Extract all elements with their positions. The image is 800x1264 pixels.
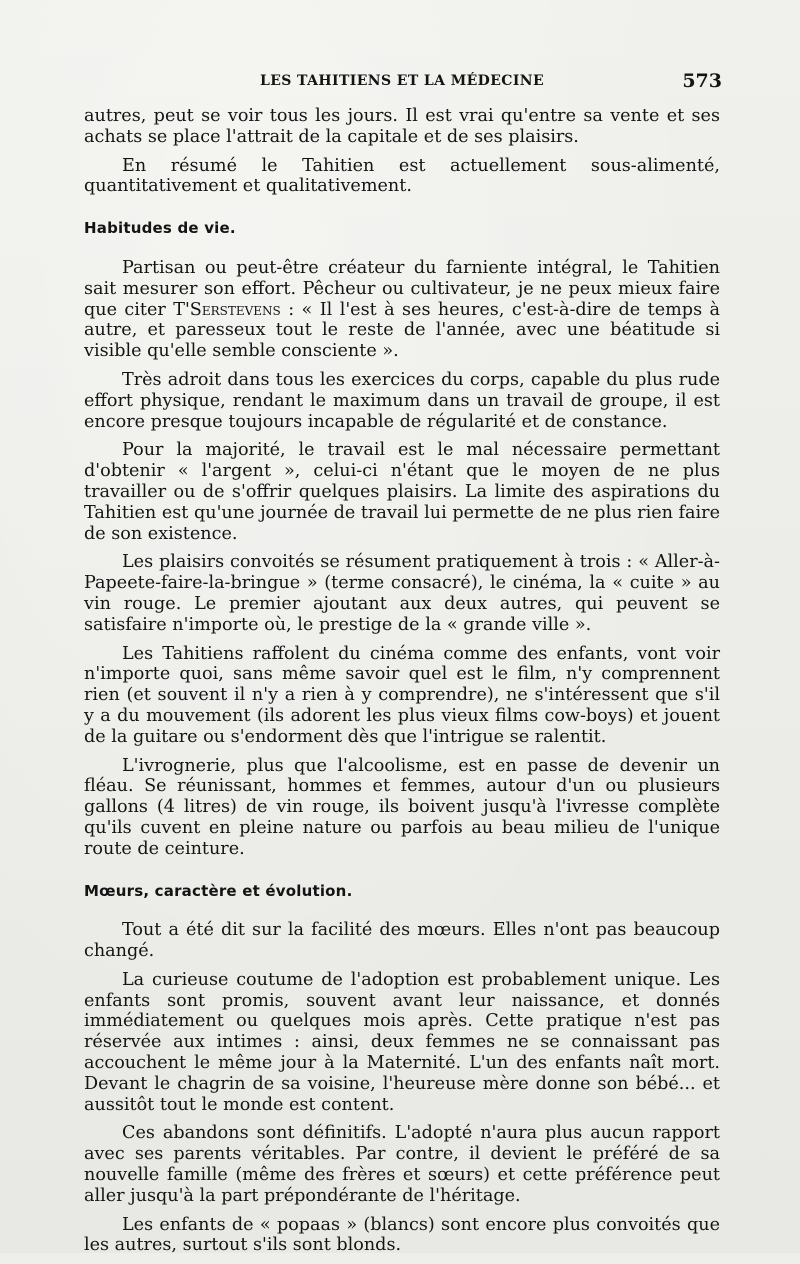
paragraph-abandonment: Ces abandons sont définitifs. L'adopté n'aura plus aucun rapport avec ses parents véritables. Par contre, il devient le préféré de sa nouvelle famille (même des frères et sœurs) et cette préférence peut aller jusqu'à la part prépondérante de l'héritage.	[84, 1123, 720, 1206]
paragraph-work: Pour la majorité, le travail est le mal nécessaire permettant d'obtenir « l'argent », celui-ci n'étant que le moyen de ne plus travailler ou de s'offrir quelques plaisirs. La limite des aspirations du Tahitien est qu'une journée de travail lui permette de ne plus rien faire de son existence.	[84, 440, 720, 544]
section-heading-habitudes: Habitudes de vie.	[84, 219, 236, 238]
paragraph-farniente-text-a: Partisan ou peut-être créateur du farniente intégral, le Tahitien sait mesurer son effort. Pêcheur ou cultivateur, je ne peux mieux faire que citer T'	[84, 257, 720, 320]
paragraph-adoption: La curieuse coutume de l'adoption est probablement unique. Les enfants sont promis, souvent avant leur naissance, et donnés immédiatement ou quelques mois après. Cette pratique n'est pas réservée aux intimes : ainsi, deux femmes ne se connaissant pas accouchent le même jour à la Maternité. L'un des enfants naît mort. Devant le chagrin de sa voisine, l'heureuse mère donne son bébé... et aussitôt tout le monde est content.	[84, 969, 720, 1115]
running-head	[82, 70, 722, 94]
page-body	[84, 106, 720, 1264]
author-name: Serstevens	[189, 299, 281, 320]
running-head-title: LES TAHITIENS ET LA MÉDECINE	[259, 73, 545, 89]
paragraph-cinema: Les Tahitiens raffolent du cinéma comme des enfants, vont voir n'importe quoi, sans même savoir quel est le film, n'y comprennent rien (et souvent il n'y a rien à y comprendre), ne s'intéressent que s'il y a du mouvement (ils adorent les plus vieux films cow-boys) et jouent de la guitare ou s'endorment dès que l'intrigue se ralentit.	[84, 643, 720, 747]
paragraph-physical: Très adroit dans tous les exercices du corps, capable du plus rude effort physique, rendant le maximum dans un travail de groupe, il est encore presque toujours incapable de régularité et de constance.	[84, 369, 720, 432]
paragraph-continued: autres, peut se voir tous les jours. Il est vrai qu'entre sa vente et ses achats se place l'attrait de la capitale et de ses plaisirs.	[84, 106, 720, 147]
paragraph-pleasures: Les plaisirs convoités se résument pratiquement à trois : « Aller-à-Papeete-faire-la-bringue » (terme consacré), le cinéma, la « cuite » au vin rouge. Le premier ajoutant aux deux autres, qui peuvent se satisfaire n'importe où, le prestige de la « grande ville ».	[84, 552, 720, 635]
paragraph-summary: En résumé le Tahitien est actuellement sous-alimenté, quantitativement et qualitativement.	[84, 155, 720, 197]
paragraph-drunkenness: L'ivrognerie, plus que l'alcoolisme, est en passe de devenir un fléau. Se réunissant, hommes et femmes, autour d'un ou plusieurs gallons (4 litres) de vin rouge, ils boivent jusqu'à l'ivresse complète qu'ils cuvent en pleine nature ou parfois au beau milieu de l'unique route de ceinture.	[84, 755, 720, 859]
paragraph-popaas: Les enfants de « popaas » (blancs) sont encore plus convoités que les autres, surtout s'ils sont blonds.	[84, 1214, 720, 1256]
paragraph-farniente	[84, 258, 720, 362]
paragraph-farniente-text-b: : « Il l'est à ses heures, c'est-à-dire de temps à autre, et paresseux tout le reste de l'année, avec une béatitude si visible qu'elle semble consciente ».	[84, 299, 720, 362]
section-heading-moeurs: Mœurs, caractère et évolution.	[84, 881, 353, 900]
page-number: 573	[682, 70, 722, 92]
paragraph-morals: Tout a été dit sur la facilité des mœurs. Elles n'ont pas beaucoup changé.	[84, 920, 720, 962]
